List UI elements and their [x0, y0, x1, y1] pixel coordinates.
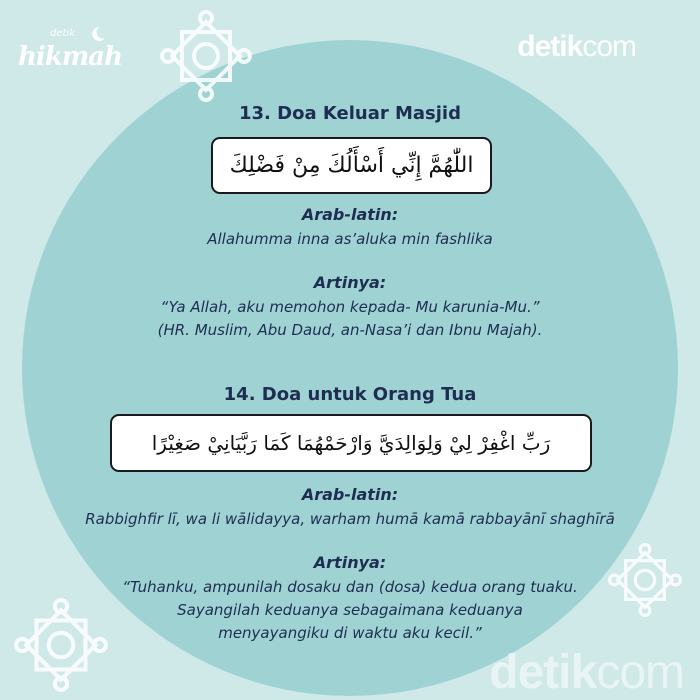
section-14-arabic-text: رَبِّ اغْفِرْ لِيْ وَلِوَالِدَيَّ وَارْحَمْهُمَا كَمَا رَبَّيَانِيْ صَغِيْرًا [151, 431, 551, 455]
section-14-meaning-line-3: menyayangiku di waktu aku kecil.” [218, 624, 482, 642]
section-13-meaning-line-1: “Ya Allah, aku memohon kepada- Mu karunia-Mu.” [160, 298, 540, 316]
section-13-meaning-line-2: (HR. Muslim, Abu Daud, an-Nasa’i dan Ibnu Majah). [157, 321, 543, 339]
section-14-meaning-label: Artinya: [313, 553, 387, 572]
watermark-bold: detik [489, 646, 597, 699]
watermark-light: com [596, 646, 684, 699]
logo-big-text: hikmah [18, 42, 123, 72]
detikcom-logo-light: com [582, 30, 636, 63]
section-13-arabic-text: اللّٰهُمَّ إِنِّي أَسْأَلُكَ مِنْ فَضْلِكَ [229, 153, 474, 178]
section-14-meaning-line-2: Sayangilah keduanya sebagaimana keduanya [177, 601, 523, 619]
section-13-latin-line: Allahumma inna as’aluka min fashlika [207, 230, 493, 248]
section-13-meaning-label: Artinya: [313, 273, 387, 292]
section-13-latin-label: Arab-latin: [301, 205, 399, 224]
section-14-latin-label: Arab-latin: [301, 485, 399, 504]
section-14-arabic-box [110, 414, 592, 472]
section-14-meaning-line-1: “Tuhanku, ampunilah dosaku dan (dosa) kedua orang tuaku. [122, 578, 578, 596]
logo-small-text: detik [50, 28, 75, 39]
section-13-arabic-box [211, 137, 492, 194]
section-14-title: 14. Doa untuk Orang Tua [223, 384, 477, 405]
section-13-title: 13. Doa Keluar Masjid [239, 103, 461, 124]
section-14-latin-line: Rabbighfir lī, wa li wālidayya, warham humā kamā rabbayānī shaghīrā [85, 510, 615, 528]
detikcom-logo-bold: detik [517, 30, 583, 63]
